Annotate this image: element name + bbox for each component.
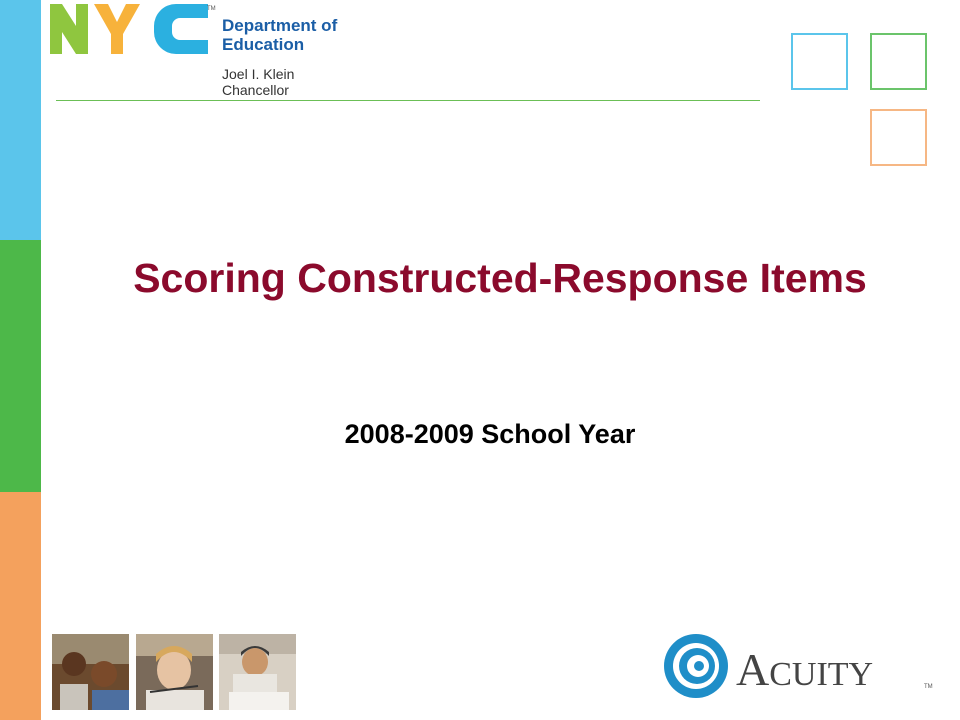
- decorative-square-blue: [791, 33, 848, 90]
- department-line-2: Education: [222, 35, 305, 54]
- chancellor-name: [222, 66, 294, 98]
- nyc-doe-logo: [48, 0, 368, 100]
- nyc-logo-icon: [48, 0, 218, 60]
- acuity-logo: [660, 628, 940, 704]
- side-bar-orange: [0, 492, 41, 720]
- students-reading-photo: [52, 634, 129, 710]
- acuity-trademark: TM: [924, 684, 933, 690]
- acuity-swirl-icon: [664, 634, 728, 698]
- department-name: [222, 16, 337, 54]
- slide-title: Scoring Constructed-Response Items: [133, 255, 867, 301]
- chancellor-line-1: Joel I. Klein: [222, 66, 295, 82]
- chancellor-line-2: Chancellor: [222, 82, 289, 98]
- student-writing-photo: [219, 634, 296, 710]
- side-bar-blue: [0, 0, 41, 240]
- student-with-pencil-photo: [136, 634, 213, 710]
- department-line-1: Department of: [222, 16, 338, 35]
- header-divider: [56, 100, 760, 101]
- decorative-square-green: [870, 33, 927, 90]
- acuity-wordmark: ACUITY: [736, 644, 874, 695]
- side-bar-green: [0, 240, 41, 492]
- slide-subtitle: 2008-2009 School Year: [344, 419, 636, 449]
- decorative-square-orange: [870, 109, 927, 166]
- svg-text:TM: TM: [207, 6, 216, 12]
